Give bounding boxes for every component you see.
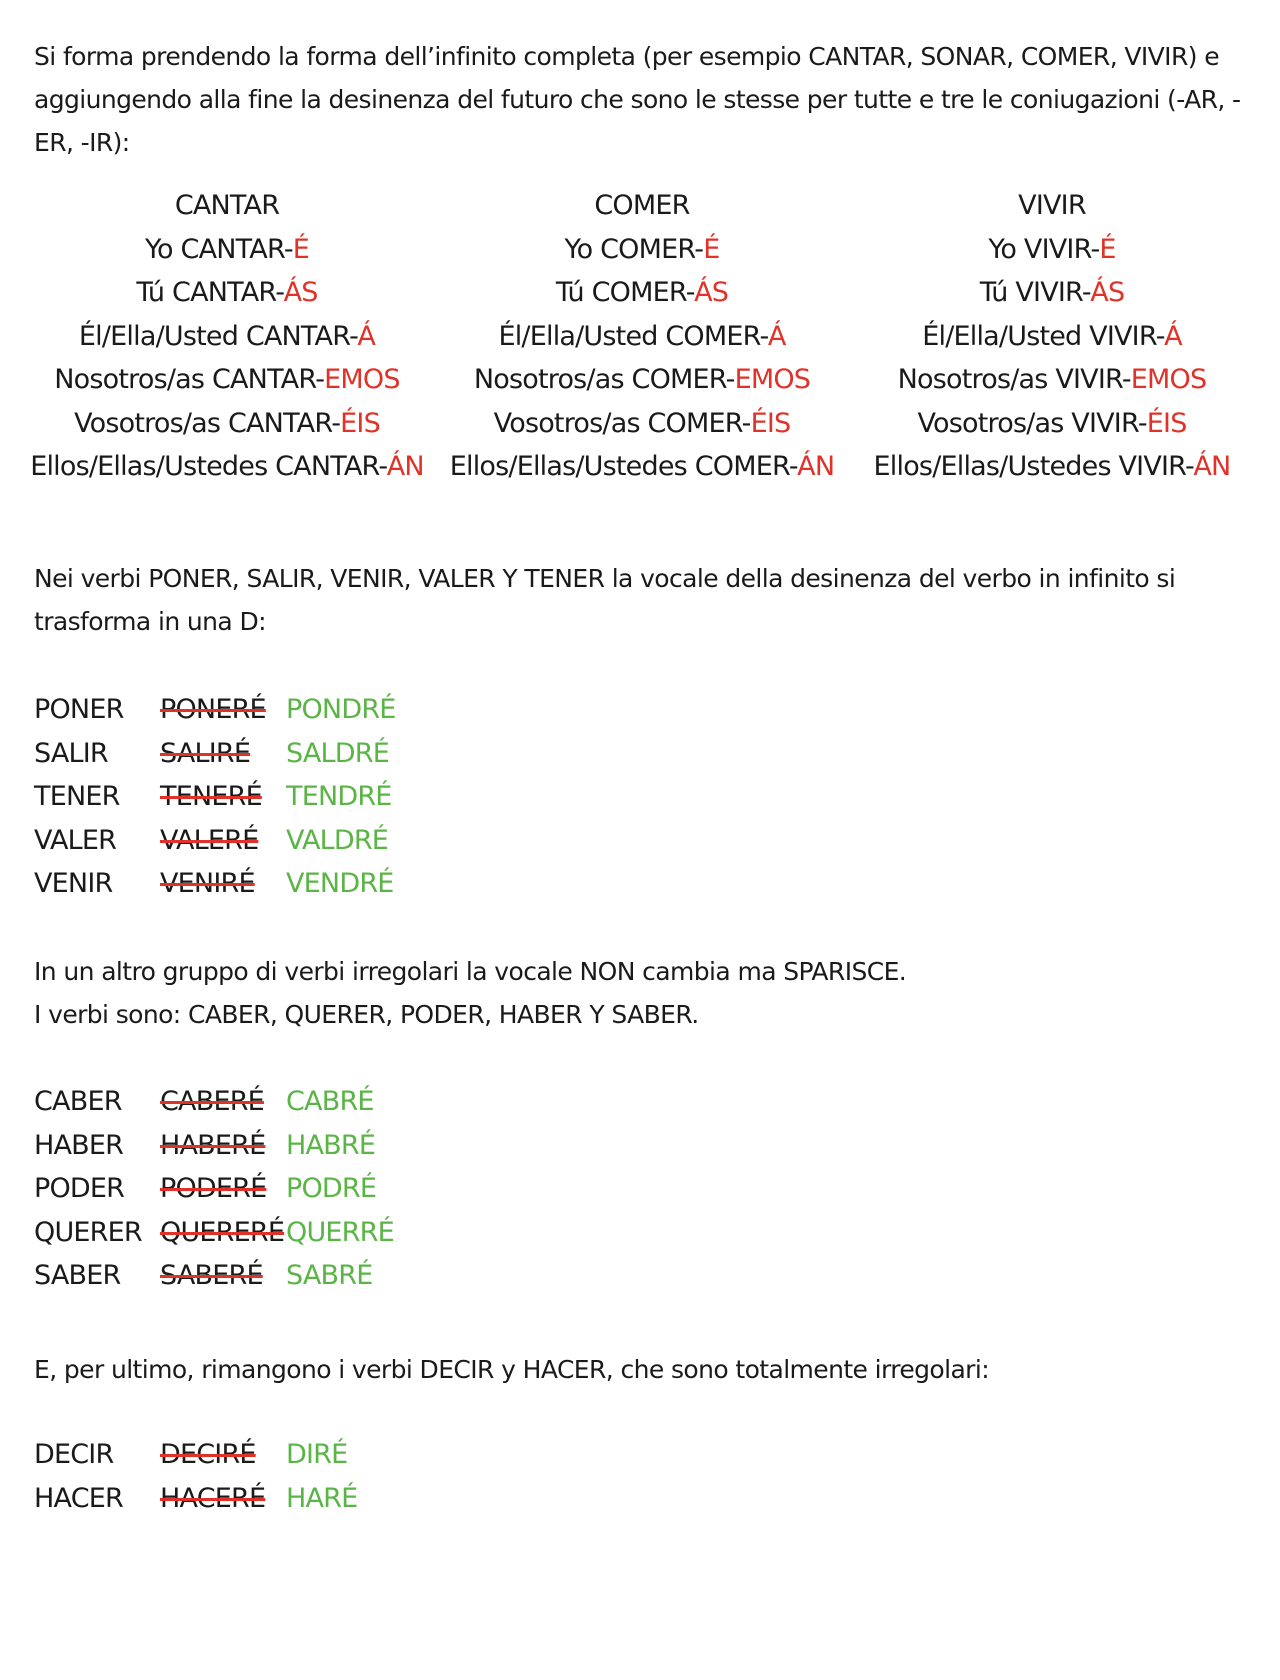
ending: É [703, 233, 720, 265]
ending: ÉIS [1146, 407, 1187, 439]
infinitive: PONER [34, 694, 124, 725]
wrong-form: VENIRÉ [160, 868, 255, 899]
wrong-form: PONERÉ [160, 694, 266, 725]
paragraph-d-verbs: Nei verbi PONER, SALIR, VENIR, VALER Y TENER la vocale della desinenza del verbo in infinito si trasforma in una D: [34, 564, 1176, 636]
correct-form: HABRÉ [286, 1129, 376, 1161]
ending: Á [357, 320, 376, 352]
wrong-form: TENERÉ [160, 781, 262, 812]
wrong-form: DECIRÉ [160, 1439, 256, 1470]
ending: ÉIS [750, 407, 791, 439]
conjugation-column-comer [432, 184, 852, 489]
paragraph-line: I verbi sono: CABER, QUERER, PODER, HABER Y SABER. [34, 1000, 699, 1029]
correct-form: HARÉ [286, 1482, 358, 1514]
correct-form: DIRÉ [286, 1439, 348, 1470]
conjugation-header: VIVIR [1018, 190, 1086, 221]
conjugation-row: Nosotros/as COMER-EMOS [473, 364, 811, 395]
ending: Á [1164, 320, 1182, 352]
intro-paragraph: Si forma prendendo la forma dell’infinito completa (per esempio CANTAR, SONAR, COMER, VIVIR) e aggiungendo alla fine la desinenza del futuro che sono le stesse per tutte e tre le coniugazioni (-AR, -ER, -IR): [34, 42, 1241, 157]
conjugation-row: Ellos/Ellas/Ustedes CANTAR-ÁN [30, 451, 424, 482]
wrong-form: SABERÉ [160, 1260, 263, 1291]
infinitive: VALER [34, 824, 117, 856]
correct-form: PONDRÉ [286, 694, 396, 725]
correct-form: QUERRÉ [286, 1216, 394, 1248]
ending: ÁS [1090, 277, 1125, 308]
conjugation-column-vivir [842, 184, 1262, 489]
conjugation-row: Él/Ella/Usted VIVIR-Á [922, 320, 1182, 352]
conjugation-row: Nosotros/as CANTAR-EMOS [54, 364, 400, 395]
paragraph-line: In un altro gruppo di verbi irregolari la vocale NON cambia ma SPARISCE. [34, 957, 907, 986]
wrong-form: HACERÉ [160, 1482, 266, 1514]
wrong-form: QUERERÉ [160, 1216, 285, 1248]
conjugation-header: CANTAR [174, 190, 280, 221]
conjugation-row: Tú VIVIR-ÁS [979, 277, 1125, 308]
conjugation-row: Yo VIVIR-É [988, 233, 1116, 265]
correct-form: VALDRÉ [286, 824, 389, 856]
infinitive: SALIR [34, 737, 108, 769]
ending: EMOS [734, 364, 811, 395]
infinitive: HABER [34, 1129, 124, 1161]
infinitive: SABER [34, 1260, 121, 1291]
ending: EMOS [1130, 364, 1207, 395]
paragraph-fully-irregular: E, per ultimo, rimangono i verbi DECIR y HACER, che sono totalmente irregolari: [34, 1355, 990, 1384]
conjugation-row: Yo CANTAR-É [144, 233, 310, 265]
correct-form: CABRÉ [286, 1086, 374, 1117]
conjugation-header: COMER [594, 190, 690, 221]
correct-form: SABRÉ [286, 1260, 373, 1291]
wrong-form: HABERÉ [160, 1129, 266, 1161]
conjugation-column-cantar [17, 184, 437, 489]
ending: ÁS [283, 277, 318, 308]
ending: É [1099, 233, 1116, 265]
infinitive: TENER [34, 781, 120, 812]
infinitive: DECIR [34, 1439, 114, 1470]
ending: É [292, 233, 310, 265]
ending: ÁN [797, 451, 835, 482]
conjugation-row: Él/Ella/Usted CANTAR-Á [78, 320, 376, 352]
wrong-form: CABERÉ [160, 1086, 264, 1117]
conjugation-row: Nosotros/as VIVIR-EMOS [897, 364, 1207, 395]
wrong-form: PODERÉ [160, 1173, 267, 1204]
ending: EMOS [324, 364, 400, 395]
conjugation-row: Vosotros/as VIVIR-ÉIS [917, 407, 1187, 439]
ending: ÁN [1193, 451, 1231, 482]
ending: Á [767, 320, 786, 352]
correct-form: SALDRÉ [286, 737, 389, 769]
infinitive: PODER [34, 1173, 125, 1204]
infinitive: HACER [34, 1482, 123, 1514]
conjugation-row: Ellos/Ellas/Ustedes VIVIR-ÁN [873, 451, 1231, 482]
correct-form: TENDRÉ [286, 781, 392, 812]
ending: ÁS [694, 277, 729, 308]
conjugation-table [0, 184, 1280, 494]
wrong-form: VALERÉ [160, 824, 259, 856]
conjugation-row: Vosotros/as CANTAR-ÉIS [74, 407, 380, 439]
conjugation-row: Ellos/Ellas/Ustedes COMER-ÁN [449, 451, 835, 482]
ending: ÁN [386, 451, 424, 482]
infinitive: QUERER [34, 1216, 142, 1248]
infinitive: VENIR [34, 868, 113, 899]
paragraph-vowel-drop [34, 950, 1246, 1036]
conjugation-row: Tú CANTAR-ÁS [136, 277, 318, 308]
correct-form: PODRÉ [286, 1173, 377, 1204]
infinitive: CABER [34, 1086, 122, 1117]
wrong-form: SALIRÉ [160, 737, 251, 769]
conjugation-row: Él/Ella/Usted COMER-Á [498, 320, 786, 352]
ending: ÉIS [340, 407, 380, 439]
conjugation-row: Tú COMER-ÁS [555, 277, 729, 308]
correct-form: VENDRÉ [286, 868, 394, 899]
conjugation-row: Yo COMER-É [564, 233, 720, 265]
conjugation-row: Vosotros/as COMER-ÉIS [493, 407, 791, 439]
